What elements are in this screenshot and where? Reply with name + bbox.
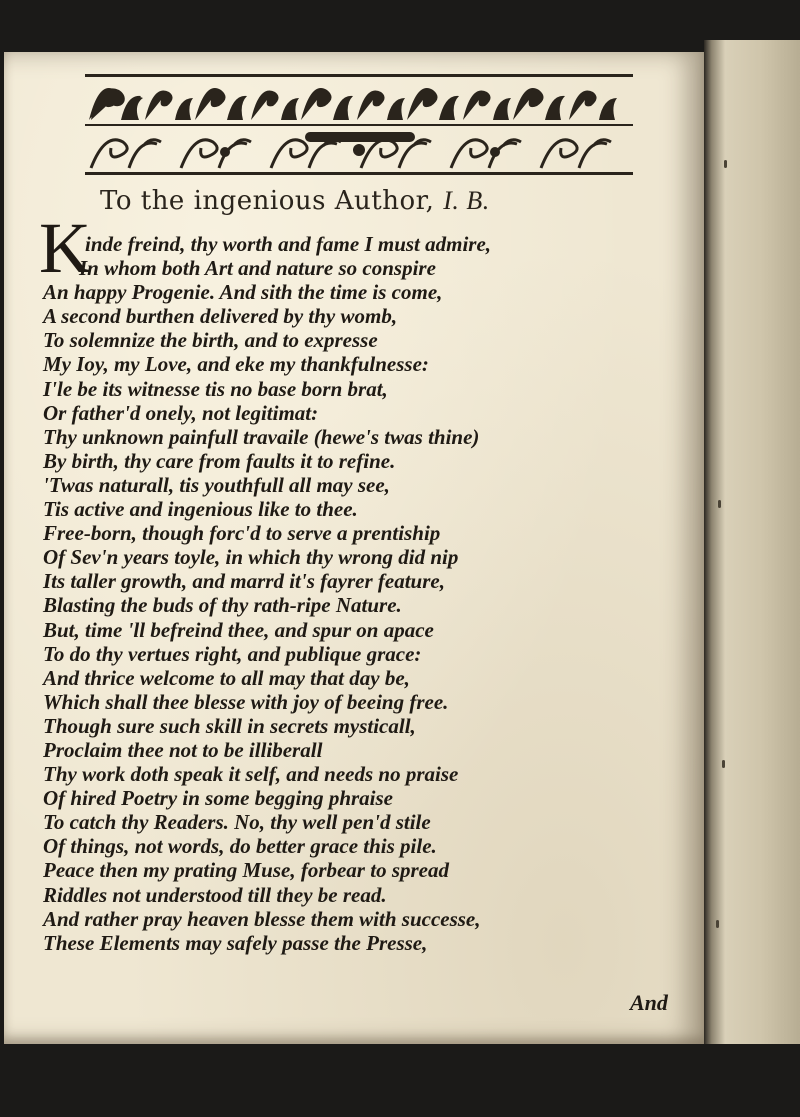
- drop-cap: K: [39, 208, 91, 288]
- heading-initials: I. B.: [443, 186, 490, 215]
- verse-line: Free-born, though forc'd to serve a prentiship: [43, 521, 441, 546]
- ornament-graphic: [85, 72, 633, 176]
- verse-line: To do thy vertues right, and publique grace:: [43, 641, 422, 666]
- verse-line: Thy unknown painfull travaile (hewe's twas thine): [43, 424, 480, 449]
- verse-line: Thy work doth speak it self, and needs no praise: [43, 762, 459, 787]
- ink-speck: [722, 760, 725, 768]
- poem-verse: [43, 232, 683, 955]
- verse-line: An happy Progenie. And sith the time is come,: [43, 280, 443, 305]
- verse-line: Blasting the buds of thy rath-ripe Nature.: [43, 593, 402, 618]
- facing-page-edge: [704, 40, 800, 1060]
- verse-line: By birth, thy care from faults it to refine.: [43, 448, 396, 473]
- headpiece-ornament: [85, 72, 633, 176]
- verse-line: Proclaim thee not to be illiberall: [43, 737, 323, 762]
- ink-speck: [724, 160, 727, 168]
- catchword: And: [630, 990, 668, 1015]
- verse-line: A second burthen delivered by thy womb,: [43, 304, 398, 329]
- verse-line: To catch thy Readers. No, thy well pen'd stile: [43, 810, 431, 835]
- verse-line: Though sure such skill in secrets mysticall,: [43, 713, 416, 738]
- verse-line: Tis active and ingenious like to thee.: [43, 497, 358, 522]
- verse-line: Its taller growth, and marrd it's fayrer feature,: [43, 569, 445, 594]
- verse-line: But, time 'll befreind thee, and spur on apace: [43, 617, 434, 642]
- verse-line: I'le be its witnesse tis no base born brat,: [43, 376, 388, 401]
- verse-line: Of hired Poetry in some begging phraise: [43, 786, 393, 811]
- ink-speck: [716, 920, 719, 928]
- dedication-heading: [100, 186, 660, 216]
- verse-line: To solemnize the birth, and to expresse: [43, 328, 378, 353]
- verse-line: And rather pray heaven blesse them with successe,: [43, 906, 481, 931]
- verse-line: Of things, not words, do better grace this pile.: [43, 834, 437, 859]
- ink-speck: [718, 500, 721, 508]
- verse-line: My Ioy, my Love, and eke my thankfulnesse:: [43, 352, 429, 377]
- verse-line: Riddles not understood till they be read.: [43, 882, 387, 907]
- verse-line: inde freind, thy worth and fame I must admire,: [85, 232, 492, 256]
- verse-line: These Elements may safely passe the Presse,: [43, 930, 428, 955]
- verse-line: Of Sev'n years toyle, in which thy wrong did nip: [43, 545, 459, 570]
- verse-line: In whom both Art and nature so conspire: [79, 256, 436, 281]
- verse-line: Which shall thee blesse with joy of beeing free.: [43, 689, 449, 714]
- verse-line: 'Twas naturall, tis youthfull all may see,: [43, 472, 390, 497]
- verse-line: Or father'd onely, not legitimat:: [43, 400, 319, 425]
- verse-line: Peace then my prating Muse, forbear to spread: [43, 858, 449, 883]
- scan-background: [0, 1044, 800, 1117]
- verse-line: And thrice welcome to all may that day be,: [43, 665, 410, 690]
- heading-prefix: To the ingenious Author,: [100, 186, 435, 216]
